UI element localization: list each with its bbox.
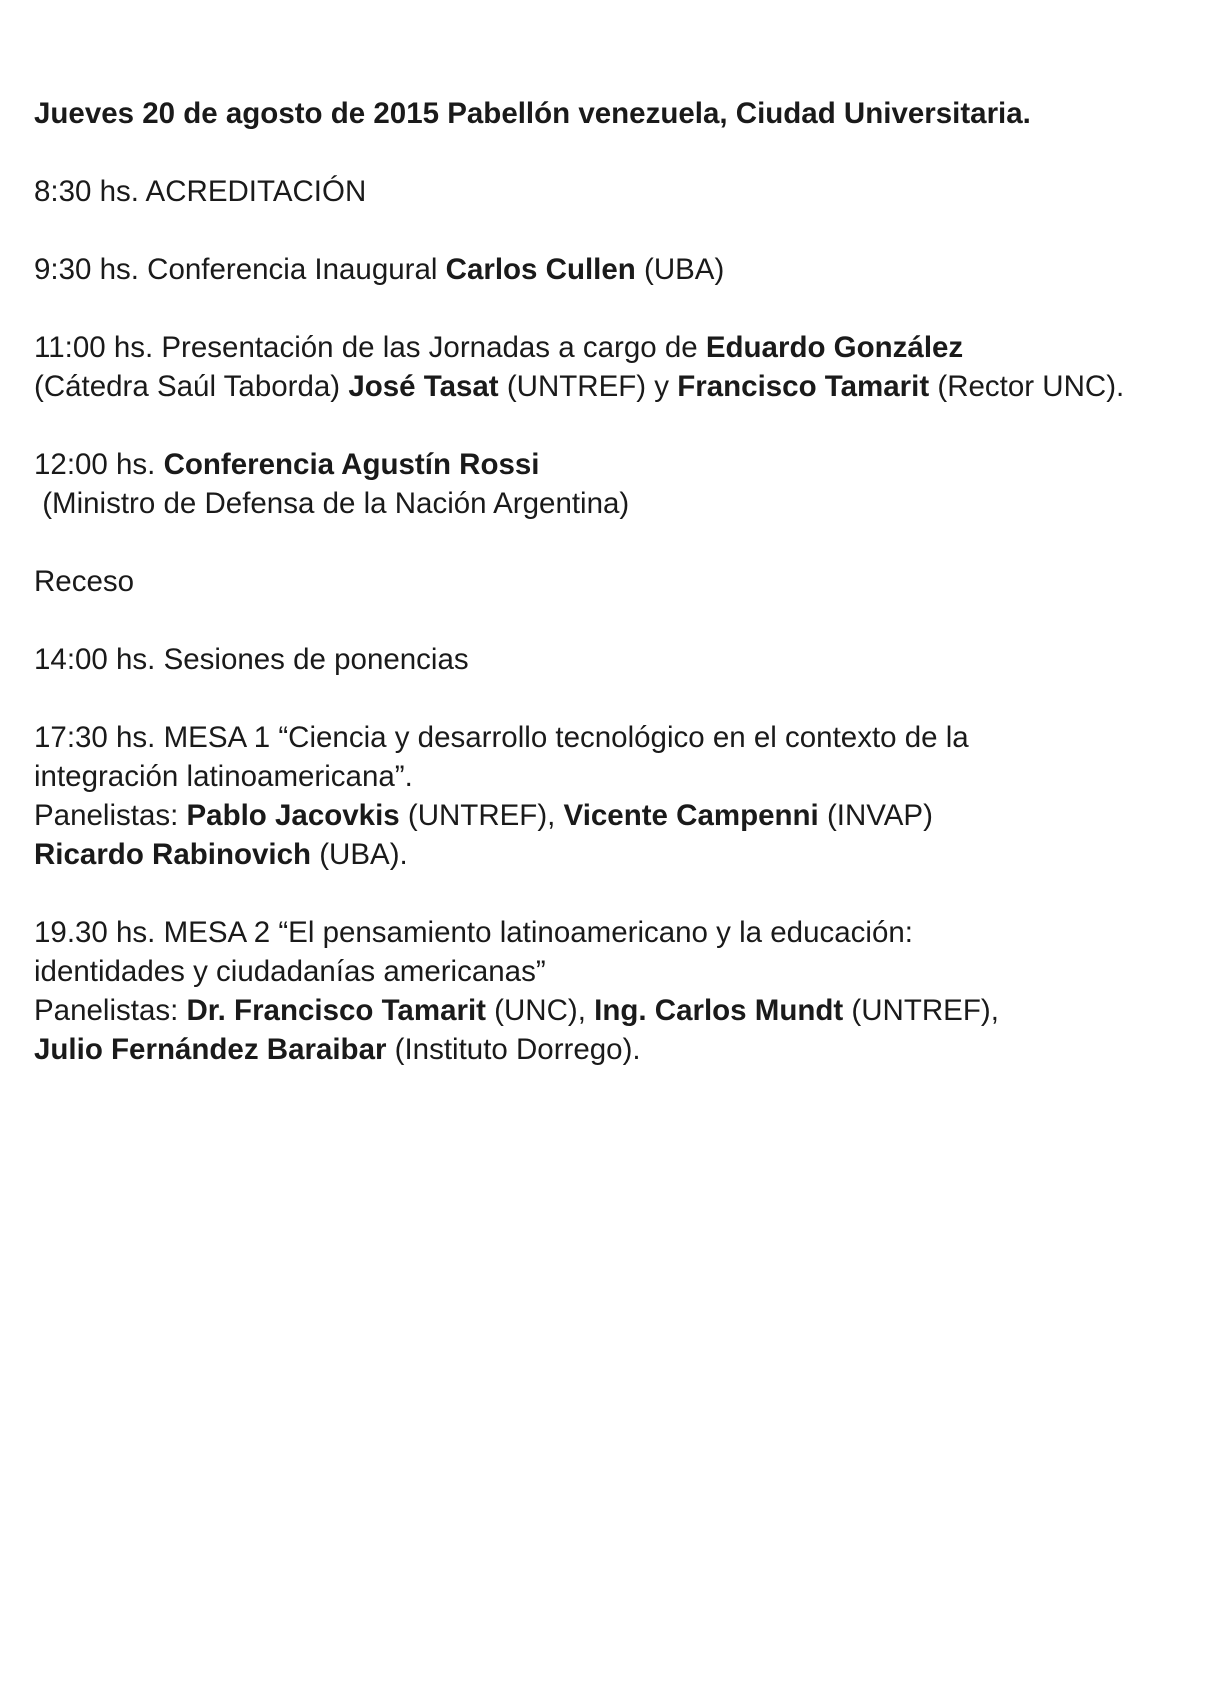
schedule-conference-affiliation: (Ministro de Defensa de la Nación Argentina) (42, 487, 630, 520)
schedule-accreditation: 8:30 hs. ACREDITACIÓN (34, 175, 367, 208)
schedule-recess: Receso (34, 565, 135, 598)
panelist-name: Julio Fernández Baraibar (34, 1033, 387, 1066)
panelist-name: Ing. Carlos Mundt (594, 994, 844, 1027)
spacer (34, 289, 1194, 328)
spacer (34, 874, 1194, 913)
spacer (34, 679, 1194, 718)
speaker-name: Eduardo González (705, 331, 964, 364)
mesa2-panelists: Panelistas: Dr. Francisco Tamarit (UNC), Ing. Carlos Mundt (UNTREF), (34, 994, 999, 1027)
spacer (34, 211, 1194, 250)
mesa1-title-line2: integración latinoamericana”. (34, 760, 413, 793)
program-document (34, 94, 1194, 1069)
spacer (34, 406, 1194, 445)
mesa2-panelists-cont: Julio Fernández Baraibar (Instituto Dorrego). (34, 1033, 641, 1066)
panelist-name: Ricardo Rabinovich (34, 838, 312, 871)
mesa1-title-line1: 17:30 hs. MESA 1 “Ciencia y desarrollo tecnológico en el contexto de la (34, 721, 969, 754)
spacer (34, 601, 1194, 640)
document-title: Jueves 20 de agosto de 2015 Pabellón venezuela, Ciudad Universitaria. (34, 97, 1031, 130)
panelist-name: Dr. Francisco Tamarit (186, 994, 486, 1027)
schedule-presentation-line1: 11:00 hs. Presentación de las Jornadas a cargo de Eduardo González (34, 331, 964, 364)
speaker-name: Carlos Cullen (445, 253, 636, 286)
panelist-name: Pablo Jacovkis (186, 799, 400, 832)
schedule-conference: 12:00 hs. Conferencia Agustín Rossi (34, 448, 540, 481)
speaker-name: José Tasat (348, 370, 499, 403)
panelist-name: Vicente Campenni (563, 799, 819, 832)
mesa1-panelists: Panelistas: Pablo Jacovkis (UNTREF), Vicente Campenni (INVAP) (34, 799, 933, 832)
mesa1-panelists-cont: Ricardo Rabinovich (UBA). (34, 838, 408, 871)
speaker-name: Francisco Tamarit (677, 370, 930, 403)
schedule-inaugural: 9:30 hs. Conferencia Inaugural Carlos Cullen (UBA) (34, 253, 725, 286)
spacer (34, 133, 1194, 172)
conference-title: Conferencia Agustín Rossi (163, 448, 540, 481)
spacer (34, 523, 1194, 562)
schedule-sessions: 14:00 hs. Sesiones de ponencias (34, 643, 469, 676)
mesa2-title-line2: identidades y ciudadanías americanas” (34, 955, 546, 988)
mesa2-title-line1: 19.30 hs. MESA 2 “El pensamiento latinoamericano y la educación: (34, 916, 913, 949)
schedule-presentation-line2: (Cátedra Saúl Taborda) José Tasat (UNTREF) y Francisco Tamarit (Rector UNC). (34, 370, 1125, 403)
